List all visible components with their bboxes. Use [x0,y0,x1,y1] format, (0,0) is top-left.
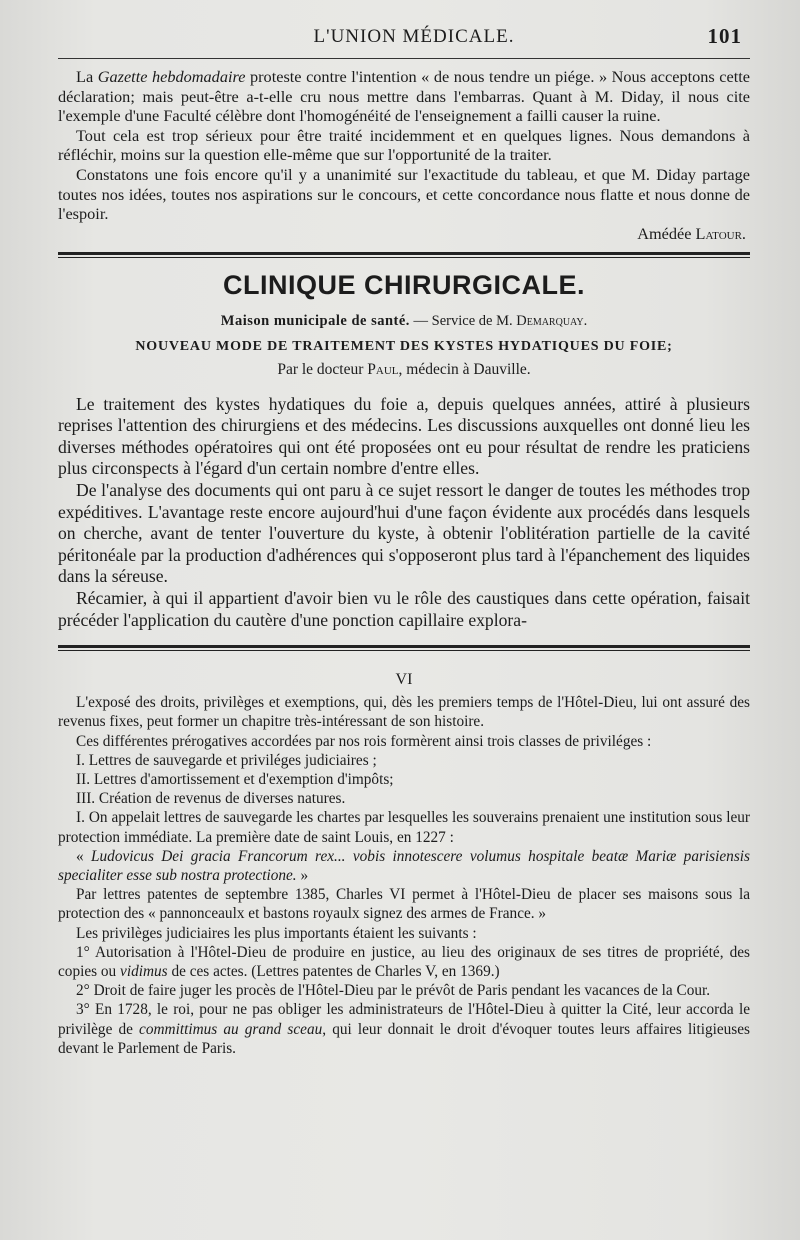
p6-rest: de ces actes. (Lettres patentes de Charles V, en 1369.) [167,963,500,981]
section-divider [58,252,750,258]
p6-italic: vidimus [120,963,168,981]
article-subject: NOUVEAU MODE DE TRAITEMENT DES KYSTES HYDATIQUES DU FOIE; [135,338,673,354]
p6-text: 1° Autorisation à l'Hôtel-Dieu de produire en justice, au lieu des originaux de ses titres de propriété, des copies ou [58,943,750,981]
feuilleton-paragraph-6 [58,943,750,981]
section-title: CLINIQUE CHIRURGICALE. [223,269,585,300]
feuilleton-number: VI [395,671,413,689]
privilege-list-item: III. Création de revenus de diverses natures. [76,790,346,808]
clinique-article-body [58,394,750,631]
journal-title: L'UNION MÉDICALE. [313,26,515,47]
feuilleton-paragraph-1: L'exposé des droits, privilèges et exemptions, qui, dès les premiers temps de l'Hôtel-Dieu, lui ont assuré des revenus fixes, peut former un chapitre très-intéressant de son histoire. [58,694,750,731]
signature-last-name: Latour. [695,223,746,243]
feuilleton-paragraph-3: I. On appelait lettres de sauvegarde les chartes par lesquelles les souverains prenaient une institution sous leur protection immédiate. La première date de saint Louis, en 1227 : [58,809,750,846]
institution-name: Maison municipale de santé. [220,312,410,329]
clinique-paragraph-2: De l'analyse des documents qui ont paru à ce sujet ressort le danger de toutes les méthodes trop expéditives. L'avantage reste encore aujourd'hui d'une façon évidente aux procédés dans lesquels on cherche, avant de tenter l'ouverture du kyste, à obtenir l'oblitération partielle de la cavité péritonéale par la production d'adhérences qui s'opposeront plus tard à l'épanchement des liquides dans la séreuse. [58,480,750,586]
privilege-list-item: I. Lettres de sauvegarde et priviléges judiciaires ; [76,751,377,769]
quote-latin: Ludovicus Dei gracia Francorum rex... vobis innotescere volumus hospitale beatæ Mariæ parisiensis specialiter esse sub nostra protectione. [58,847,750,885]
clinique-paragraph-1: Le traitement des kystes hydatiques du foie a, depuis quelques années, attiré à plusieurs reprises l'attention des chirurgiens et des médecins. Les discussions auxquelles ont donné lieu les diverses méthodes opératoires qui ont été proposées ont eu pour résultat de rendre les praticiens plus circonspects à l'égard d'un certain nombre d'entre elles. [58,393,750,478]
intro-article [58,67,750,244]
quote-open: « [76,847,92,865]
p8-italic: committimus au grand sceau [139,1020,323,1038]
intro-p1-rest: proteste contre l'intention « de nous tendre un piége. » Nous acceptons cette déclaration; mais peut-être a-t-elle cru nous mettre dans l'embarras. Quant à M. Diday, il nous cite l'exemple d'une Faculté célèbre dont l'homogénéité de l'enseignement a failli causer la ruine. [58,67,750,126]
institution-doctor: Demarquay. [516,312,588,329]
header-rule [58,58,750,59]
p8-rest: , qui leur donnait le droit d'évoquer toutes leurs affaires litigieuses devant le Parlement de Paris. [58,1020,750,1057]
clinique-paragraph-3: Récamier, à qui il appartient d'avoir bien vu le rôle des caustiques dans cette opération, faisait précéder l'application du cautère d'une ponction capillaire explora- [58,588,750,630]
p8-text: 3° En 1728, le roi, pour ne pas obliger les administrateurs de l'Hôtel-Dieu à quitter la Cité, leur accorda le privilège de [58,1001,750,1038]
feuilleton-paragraph-4: Par lettres patentes de septembre 1385, Charles VI permet à l'Hôtel-Dieu de placer ses maisons sous la protection des « pannonceaulx et bastons royaulx signez des armes de France. » [58,886,750,923]
intro-paragraph-2: Tout cela est trop sérieux pour être traité incidemment et en quelques lignes. Nous demandons à réfléchir, moins sur la question elle-même que sur l'opportunité de la traiter. [58,125,750,165]
privilege-list-item: II. Lettres d'amortissement et d'exemption d'impôts; [76,771,394,789]
author-name: Paul [367,360,399,378]
intro-paragraph-3: Constatons une fois encore qu'il y a unanimité sur l'exactitude du tableau, et que M. Diday partage toutes nos idées, toutes nos aspirations sur le concours, et cette concordance nous flatte et nous donne de l'espoir. [58,164,750,224]
author-affiliation: , médecin à Dauville. [398,360,531,378]
intro-p1-prefix: La [76,67,98,86]
institution-line [58,311,750,331]
feuilleton-paragraph-8 [58,1000,750,1058]
author-prefix: Par le docteur [277,360,368,378]
signature [58,224,746,244]
feuilleton-paragraph-7: 2° Droit de faire juger les procès de l'Hôtel-Dieu par le prévôt de Paris pendant les vacances de la Cour. [76,982,711,1000]
quote-close: » [296,867,309,885]
signature-first-name: Amédée [637,223,696,243]
latin-quote [58,847,750,885]
feuilleton-section [58,671,750,1058]
feuilleton-paragraph-2: Ces différentes prérogatives accordées par nos rois formèrent ainsi trois classes de priviléges : [76,732,652,750]
intro-paragraph-1 [58,67,750,126]
institution-service: — Service de M. [409,312,517,329]
feuilleton-divider [58,645,750,651]
running-header [58,22,750,52]
page-number: 101 [707,24,742,48]
intro-p1-italic: Gazette hebdomadaire [97,67,246,86]
feuilleton-paragraph-5: Les privilèges judiciaires les plus importants étaient les suivants : [76,924,477,942]
article-author [58,359,750,380]
